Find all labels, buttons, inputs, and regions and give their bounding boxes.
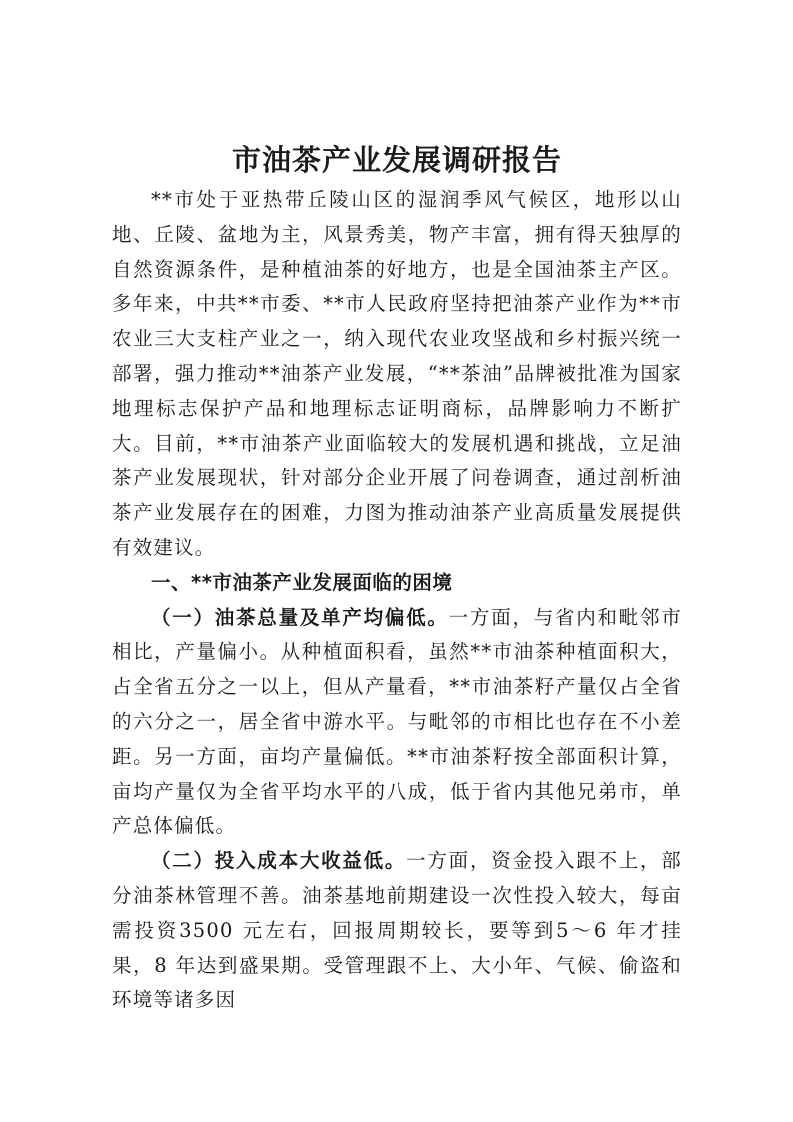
section-heading-1: 一、**市油茶产业发展面临的困境 (151, 570, 453, 594)
subsection-2-body: 一方面，资金投入跟不上，部分油茶林管理不善。油茶基地前期建设一次性投入较大，每亩需投资3500 元左右，回报周期较长，要等到5～6 年才挂果，8 年达到盛果期。受管理跟不上、大小年、气候、偷盗和环境等诸多因 (112, 849, 682, 1012)
intro-paragraph: **市处于亚热带丘陵山区的湿润季风气候区，地形以山地、丘陵、盆地为主，风景秀美，物产丰富，拥有得天独厚的自然资源条件，是种植油茶的好地方，也是全国油茶主产区。多年来，中共**市委、**市人民政府坚持把油茶产业作为**市农业三大支柱产业之一，纳入现代农业攻坚战和乡村振兴统一部署，强力推动**油茶产业发展，“**茶油”品牌被批准为国家地理标志保护产品和地理标志证明商标，品牌影响力不断扩大。目前，**市油茶产业面临较大的发展机遇和挑战，立足油茶产业发展现状，针对部分企业开展了问卷调查，通过剖析油茶产业发展存在的困难，力图为推动油茶产业高质量发展提供有效建议。 (112, 188, 682, 559)
document-page (112, 140, 682, 1018)
subsection-1-paragraph (112, 601, 682, 845)
subsection-2-title: （二）投入成本大收益低。 (151, 849, 407, 873)
subsection-1-title: （一）油茶总量及单产均偏低。 (151, 605, 449, 629)
subsection-1-body: 一方面，与省内和毗邻市相比，产量偏小。从种植面积看，虽然**市油茶种植面积大，占全省五分之一以上，但从产量看，**市油茶籽产量仅占全省的六分之一，居全省中游水平。与毗邻的市相比也存在不小差距。另一方面，亩均产量偏低。**市油茶籽按全部面积计算，亩均产量仅为全省平均水平的八成，低于省内其他兄弟市，单产总体偏低。 (112, 605, 682, 838)
subsection-2-paragraph (112, 844, 682, 1018)
document-title: 市油茶产业发展调研报告 (231, 143, 562, 177)
